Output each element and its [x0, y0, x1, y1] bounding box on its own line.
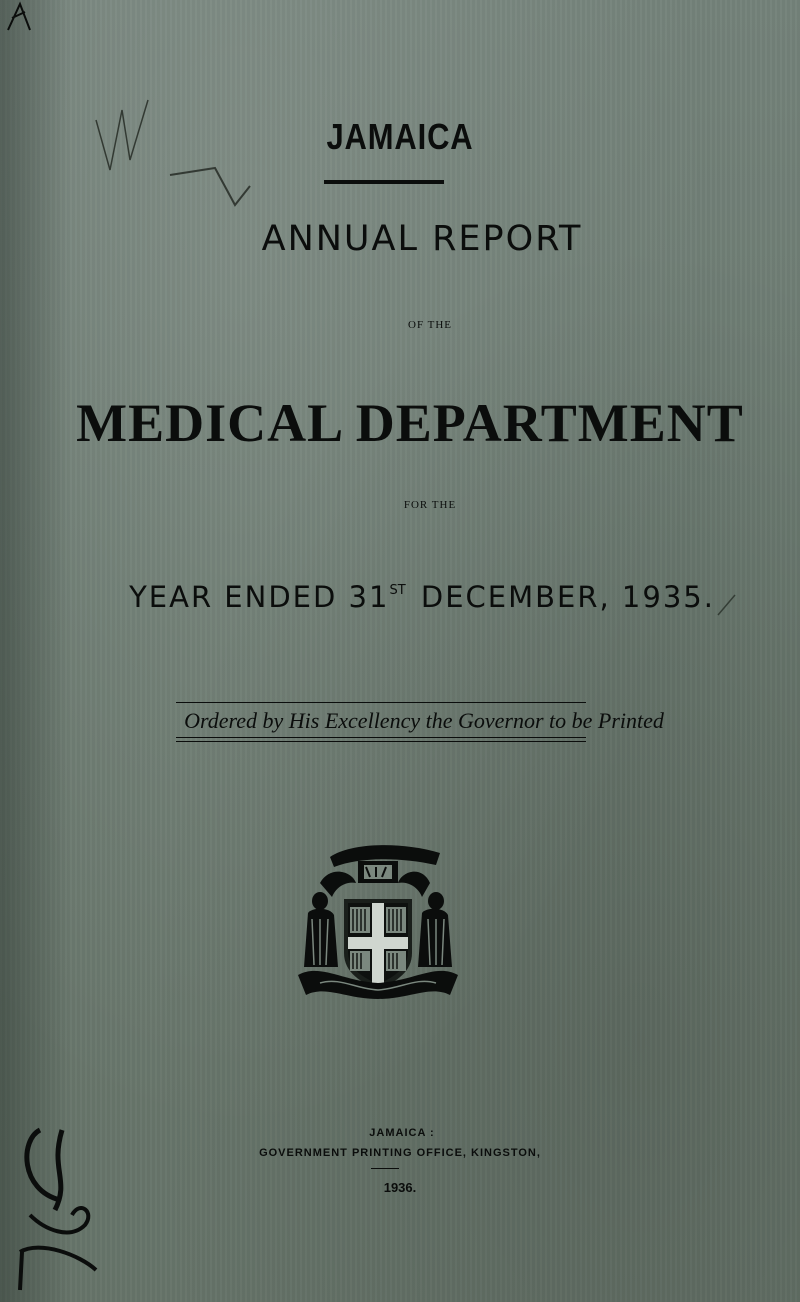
order-rule-bottom	[176, 737, 586, 738]
imprint-place: JAMAICA :	[369, 1127, 435, 1139]
for-the-line: FOR THE	[403, 499, 457, 511]
imprint-rule	[371, 1168, 399, 1169]
year-line	[0, 580, 800, 614]
year-prefix: YEAR ENDED 31	[129, 580, 390, 614]
order-rule-bottom-2	[176, 741, 586, 742]
of-the-line: OF THE	[408, 319, 452, 331]
imprint-office: GOVERNMENT PRINTING OFFICE, KINGSTON,	[259, 1147, 541, 1159]
order-rule-top	[176, 702, 586, 703]
coat-of-arms-emblem	[290, 835, 462, 1003]
department-title: MEDICAL DEPARTMENT	[76, 393, 744, 453]
title-rule	[324, 180, 444, 184]
year-suffix: DECEMBER, 1935.	[420, 580, 715, 614]
year-ordinal: ST	[389, 583, 406, 598]
order-note: Ordered by His Excellency the Governor to be Printed	[184, 708, 664, 733]
report-type: ANNUAL REPORT	[261, 219, 583, 259]
country-title: JAMAICA	[326, 116, 474, 157]
imprint-year: 1936.	[383, 1180, 417, 1195]
